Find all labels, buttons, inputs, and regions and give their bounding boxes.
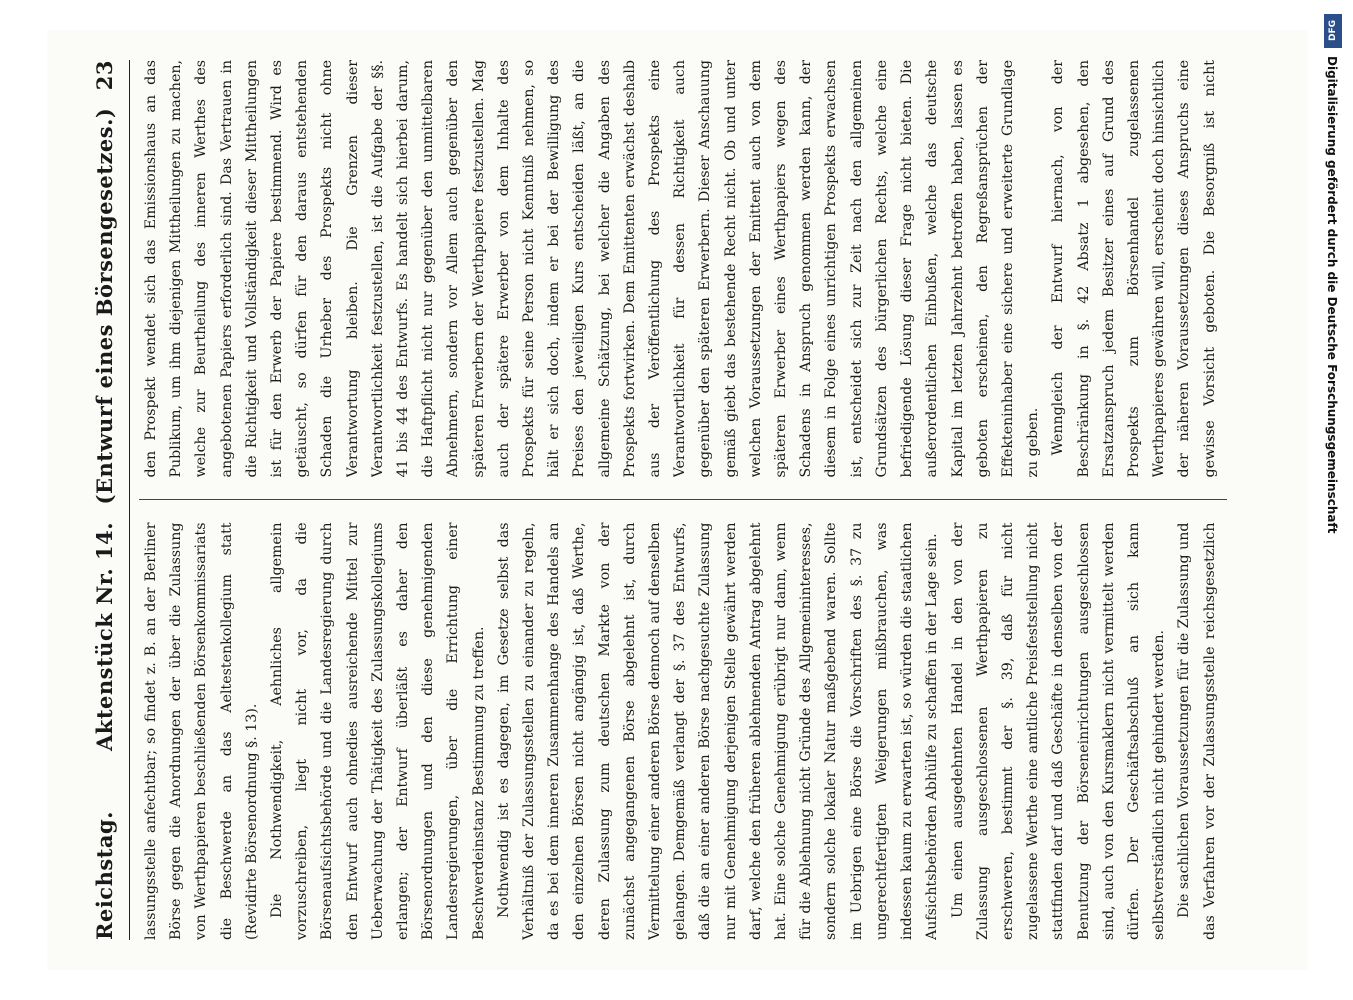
- dfg-logo: [1324, 14, 1342, 48]
- paragraph: Nothwendig ist es dagegen, im Gesetze selbst das Verhältniß der Zulassungsstellen zu einander zu regeln, da es bei dem inneren Zusammenhange des Handels an den einzelnen Börsen nicht angängig ist, daß Werthe, deren Zulassung zum deutschen Markte von der zunächst angegangenen Börse abgelehnt ist, durch Vermittelung einer anderen Börse dennoch auf denselben gelangen. Demgemäß verlangt der §. 37 des Entwurfs, daß die an einer anderen Börse nachgesuchte Zulassung nur mit Genehmigung derjenigen Stelle gewährt werden darf, welche den früheren ablehnenden Antrag abgelehnt hat. Eine solche Genehmigung erübrigt nur dann, wenn für die Ablehnung nicht Gründe des Allgemeininteresses, sondern solche lokaler Natur maßgebend waren. Sollte im Uebrigen eine Börse die Vorschriften des §. 37 zu ungerechtfertigten Weigerungen mißbrauchen, was indessen kaum zu erwarten ist, so würden die staatlichen Aufsichtsbehörden Abhülfe zu schaffen in der Lage sein.: [495, 522, 940, 940]
- column-divider: [139, 500, 1227, 501]
- text-columns: [139, 60, 1227, 940]
- header-reichstag: Reichstag.: [91, 811, 116, 940]
- paragraph: Die sachlichen Voraussetzungen für die Zulassung und das Verfahren vor der Zulassungsstelle reichsgesetzlich: [1175, 522, 1218, 940]
- dfg-logo-text: DFG: [1328, 20, 1338, 42]
- header-title: (Entwurf eines Börsengesetzes.): [91, 107, 116, 505]
- paragraph: lassungsstelle anfechtbar; so findet z. B. an der Berliner Börse gegen die Anordnungen der über die Zulassung von Werthpapieren beschließenden Börsenkommissariats die Beschwerde an das Aeltestenkollegium statt (Revidirte Börsenordnung §. 13).: [142, 522, 260, 940]
- credit-text: Digitalisierung gefördert durch die Deutsche Forschungsgemeinschaft: [1325, 56, 1339, 534]
- page-header: [87, 60, 121, 940]
- paragraph: Wenngleich der Entwurf hiernach, von der Beschränkung in §. 42 Absatz 1 abgesehen, den Ersatzanspruch jedem Besitzer eines auf Grund des Prospekts zum Börsenhandel zugelassenen Werthpapieres gewähren will, erscheint doch hinsichtlich der näheren Voraussetzungen dieses Anspruchs eine gewisse Vorsicht geboten. Die Besorgniß ist nicht: [1049, 60, 1218, 478]
- header-aktenstueck: Aktenstück Nr. 14.: [91, 521, 116, 752]
- column-right: [139, 60, 1227, 478]
- header-left: [91, 522, 116, 940]
- document-page: [47, 30, 1307, 970]
- paragraph: Um einen ausgedehnten Handel in den von der Zulassung ausgeschlossenen Werthpapieren zu erschweren, bestimmt der §. 39, daß für nicht zugelassene Werthe eine amtliche Preisfeststellung nicht stattfinden darf und daß Geschäfte in denselben von der Benutzung der Börseneinrichtungen ausgeschlossen sind, auch von den Kursmaklern nicht vermittelt werden dürfen. Der Geschäftsabschluß an sich kann selbstverständlich nicht gehindert werden.: [949, 522, 1167, 940]
- digitization-credit: [1323, 8, 1343, 998]
- paragraph: den Prospekt wendet sich das Emissionshaus an das Publikum, um ihm diejenigen Mittheilungen zu machen, welche zur Beurtheilung des inneren Werthes des angebotenen Papiers erforderlich sind. Das Vertrauen in die Richtigkeit und Vollständigkeit dieser Mittheilungen ist für den Erwerb der Papiere bestimmend. Wird es getäuscht, so dürfen für den daraus entstehenden Schaden die Urheber des Prospekts nicht ohne Verantwortung bleiben. Die Grenzen dieser Verantwortlichkeit festzustellen, ist die Aufgabe der §§. 41 bis 44 des Entwurfs. Es handelt sich hierbei darum, die Haftpflicht nicht nur gegenüber den unmittelbaren Abnehmern, sondern vor Allem auch gegenüber den späteren Erwerbern der Werthpapiere festzustellen. Mag auch der spätere Erwerber von dem Inhalte des Prospekts für seine Person nicht Kenntniß nehmen, so hält er sich doch, indem er bei der Bewilligung des Preises den jeweiligen Kurs entscheiden läßt, an die allgemeine Schätzung, bei welcher die Angaben des Prospekts fortwirken. Dem Emittenten erwächst deshalb aus der Veröffentlichung des Prospekts eine Verantwortlichkeit für dessen Richtigkeit auch gegenüber den späteren Erwerbern. Dieser Anschauung gemäß giebt das bestehende Recht nicht. Ob und unter welchen Voraussetzungen der Emittent auch von dem späteren Erwerber eines Werthpapiers wegen des Schadens in Anspruch genommen werden kann, der diesem in Folge eines unrichtigen Prospekts erwachsen ist, entscheidet sich zur Zeit nach den allgemeinen Grundsätzen des bürgerlichen Rechts, welche eine befriedigende Lösung dieser Frage nicht bieten. Die außerordentlichen Einbußen, welche das deutsche Kapital im letzten Jahrzehnt betroffen haben, lassen es geboten erscheinen, den Regreßansprüchen der Effekteninhaber eine sichere und erweiterte Grundlage zu geben.: [142, 60, 1041, 478]
- page-number: 23: [91, 60, 116, 91]
- header-rule: [129, 60, 130, 940]
- column-left: [139, 523, 1227, 941]
- paragraph: Die Nothwendigkeit, Aehnliches allgemein vorzuschreiben, liegt nicht vor, da die Börsenaufsichtsbehörde und die Landesregierung durch den Entwurf auch ohnedies ausreichende Mittel zur Ueberwachung der Thätigkeit des Zulassungskollegiums erlangen; der Entwurf überläßt es daher den Börsenordnungen und den diese genehmigenden Landesregierungen, über die Errichtung einer Beschwerdeinstanz Bestimmung zu treffen.: [268, 522, 487, 940]
